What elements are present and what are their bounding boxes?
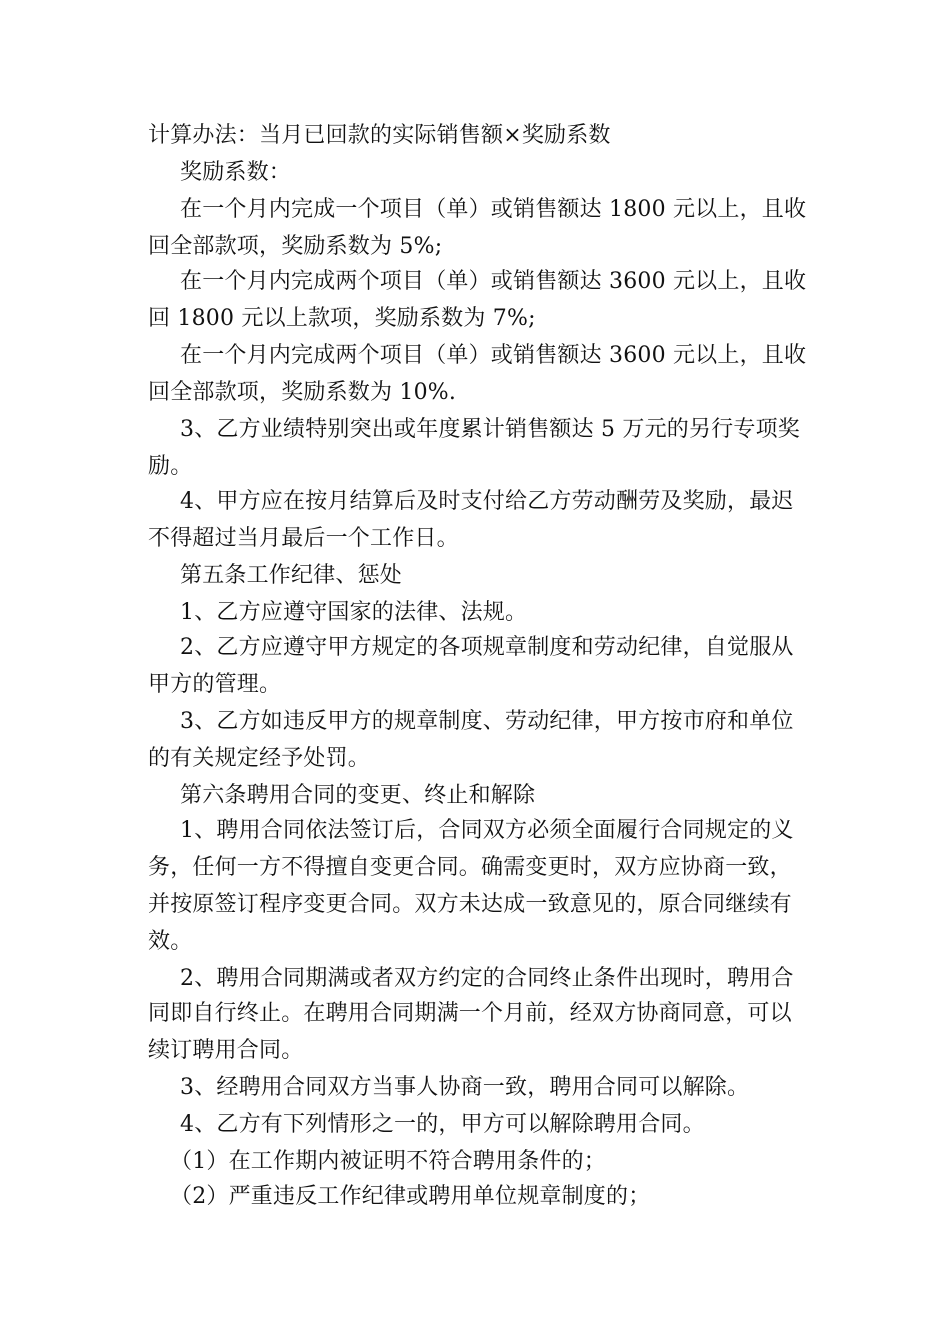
text-line: 4、甲方应在按月结算后及时支付给乙方劳动酬劳及奖励，最迟 [180,489,794,514]
text-line: 计算办法：当月已回款的实际销售额×奖励系数 [148,123,611,148]
text-line: 并按原签订程序变更合同。双方未达成一致意见的，原合同继续有 [148,892,792,917]
text-line: 3、乙方业绩特别突出或年度累计销售额达 5 万元的另行专项奖 [180,417,800,442]
section-heading: 第五条工作纪律、惩处 [180,563,403,588]
text-line: 的有关规定经予处罚。 [148,746,371,771]
text-line: 在一个月内完成两个项目（单）或销售额达 3600 元以上，且收 [180,343,807,368]
text-line: 2、聘用合同期满或者双方约定的合同终止条件出现时，聘用合 [180,966,794,991]
text-line: 1、聘用合同依法签订后，合同双方必须全面履行合同规定的义 [180,818,794,843]
text-line: 1、乙方应遵守国家的法律、法规。 [180,600,528,625]
list-item: （1）在工作期内被证明不符合聘用条件的； [170,1149,606,1174]
text-line: 励。 [148,454,193,479]
text-line: 回全部款项，奖励系数为 10%. [148,380,457,405]
text-line: 不得超过当月最后一个工作日。 [148,526,459,551]
list-item: （2）严重违反工作纪律或聘用单位规章制度的； [170,1184,651,1209]
text-line: 3、乙方如违反甲方的规章制度、劳动纪律，甲方按市府和单位 [180,709,794,734]
text-line: 4、乙方有下列情形之一的，甲方可以解除聘用合同。 [180,1112,705,1137]
text-line: 2、乙方应遵守甲方规定的各项规章制度和劳动纪律，自觉服从 [180,635,794,660]
text-line: 同即自行终止。在聘用合同期满一个月前，经双方协商同意，可以 [148,1001,792,1026]
text-line: 回全部款项，奖励系数为 5%; [148,234,443,259]
section-heading: 第六条聘用合同的变更、终止和解除 [180,783,536,808]
text-line: 在一个月内完成两个项目（单）或销售额达 3600 元以上，且收 [180,269,807,294]
text-line: 回 1800 元以上款项，奖励系数为 7%; [148,306,536,331]
text-line: 务，任何一方不得擅自变更合同。确需变更时，双方应协商一致， [148,855,792,880]
text-line: 在一个月内完成一个项目（单）或销售额达 1800 元以上，且收 [180,197,807,222]
text-line: 续订聘用合同。 [148,1038,304,1063]
text-line: 奖励系数： [180,160,292,185]
text-line: 甲方的管理。 [148,672,282,697]
text-line: 效。 [148,929,193,954]
text-line: 3、经聘用合同双方当事人协商一致，聘用合同可以解除。 [180,1075,750,1100]
